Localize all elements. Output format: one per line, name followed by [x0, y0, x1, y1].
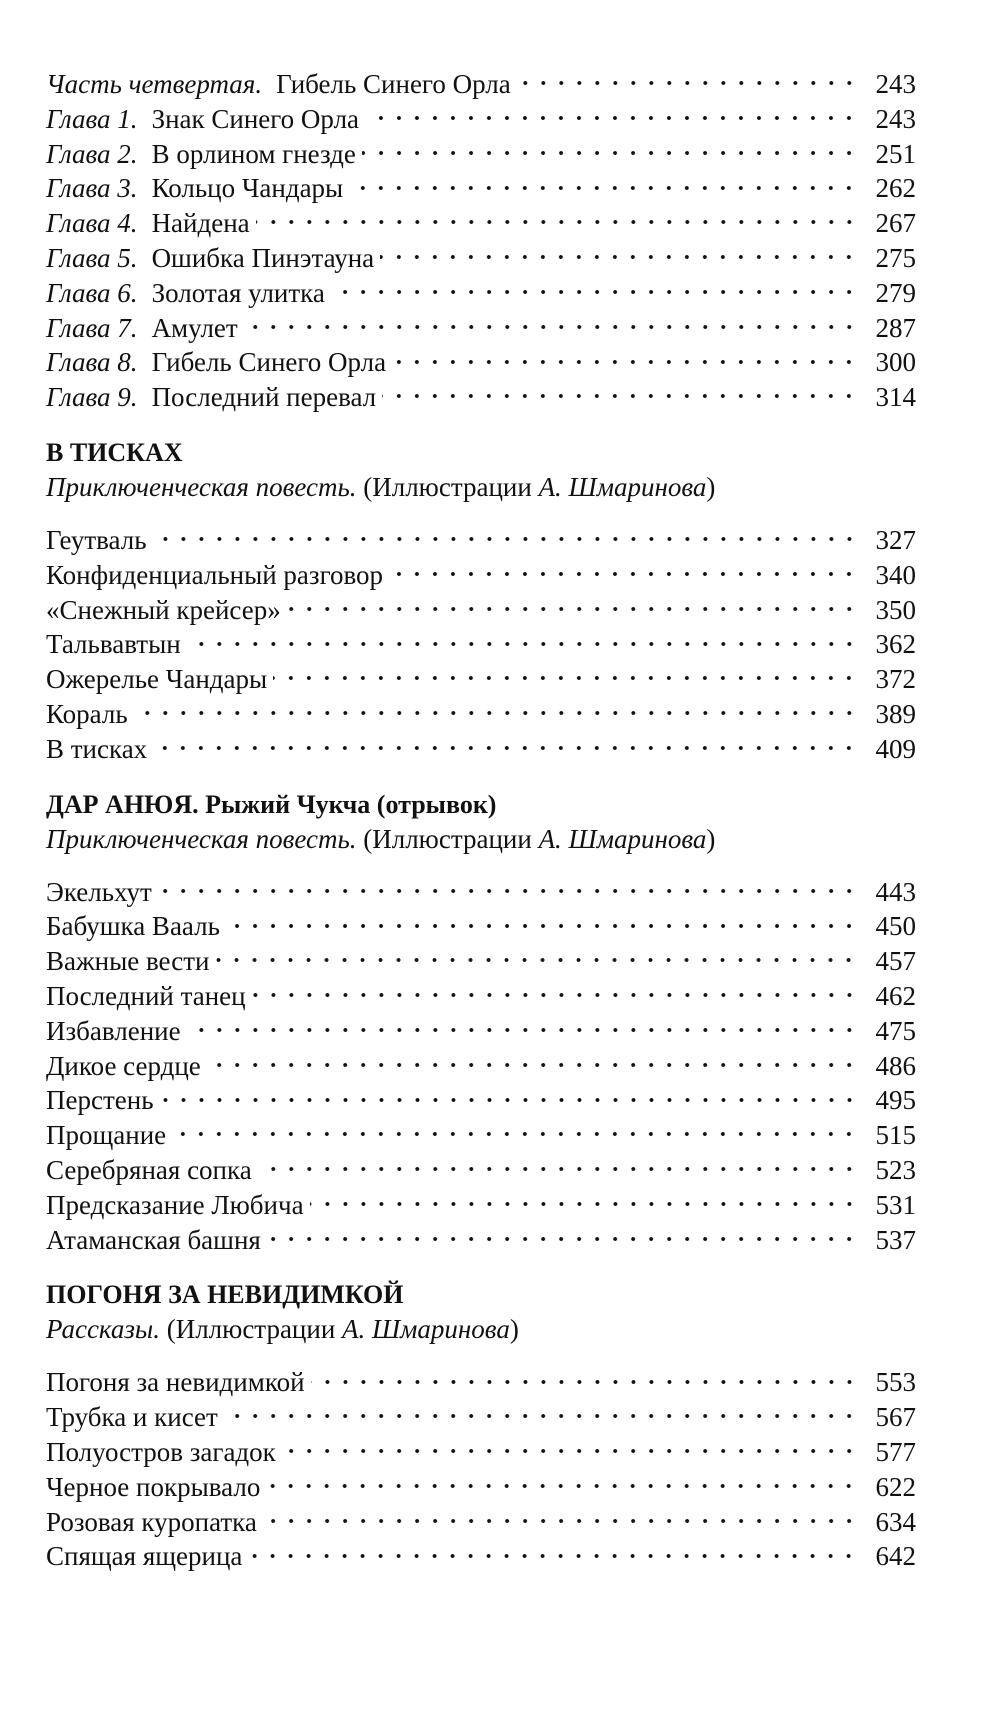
dot-leader [287, 592, 858, 619]
entry-page: 462 [875, 980, 916, 1011]
genre: Рассказы. [46, 1314, 160, 1345]
dot-leader [517, 66, 858, 93]
toc-entry[interactable] [46, 310, 916, 345]
entry-page: 523 [875, 1154, 916, 1185]
dot-leader [215, 943, 858, 970]
entry-page: 327 [875, 524, 916, 555]
entry-title: Избавление [46, 1015, 181, 1046]
entry-title: Предсказание Любича [46, 1189, 304, 1220]
paren-close: ) [706, 471, 716, 502]
section-subtitle [46, 470, 916, 504]
toc-entry[interactable] [46, 1152, 916, 1187]
entry-title: Розовая куропатка [46, 1506, 257, 1537]
entry-title: Кораль [46, 698, 128, 729]
entry-title: Амулет [151, 312, 238, 343]
entry-page: 314 [875, 382, 916, 413]
entry-title: Знак Синего Орла [151, 103, 360, 134]
entry-title: Кольцо Чандары [151, 173, 344, 204]
toc-entry[interactable] [46, 275, 916, 310]
toc-entry[interactable] [46, 101, 916, 136]
entry-title: Последний танец [46, 980, 246, 1011]
section-heading: ДАР АНЮЯ. Рыжий Чукча (отрывок) [46, 789, 497, 819]
toc-entry[interactable] [46, 522, 916, 557]
entry-page: 243 [875, 69, 916, 99]
dot-leader [267, 1222, 858, 1249]
toc-entry[interactable] [46, 205, 916, 240]
dot-leader [256, 205, 858, 232]
dot-leader [153, 731, 858, 758]
entry-title: Черное покрывало [46, 1471, 261, 1502]
entry-title: Важные вести [46, 946, 210, 977]
dot-leader [158, 874, 858, 901]
entry-page: 409 [875, 733, 916, 764]
entry-prefix: Глава 8. [46, 347, 138, 378]
dot-leader [311, 1364, 858, 1391]
entry-title: Последний перевал [151, 382, 377, 413]
entry-title: Трубка и кисет [46, 1402, 218, 1433]
dot-leader [263, 1504, 858, 1531]
toc-entry[interactable] [46, 557, 916, 592]
entry-page: 279 [875, 277, 916, 308]
dot-leader [273, 661, 858, 688]
entry-page: 622 [875, 1471, 916, 1502]
illustrations-label: (Иллюстрации [363, 823, 532, 854]
toc-entry[interactable] [46, 696, 916, 731]
toc-entry[interactable] [46, 1117, 916, 1152]
dot-leader [389, 557, 858, 584]
entry-page: 340 [875, 559, 916, 590]
section-heading: ПОГОНЯ ЗА НЕВИДИМКОЙ [46, 1280, 404, 1310]
dot-leader [224, 1399, 858, 1426]
dot-leader [153, 522, 858, 549]
toc-entry[interactable] [46, 1434, 916, 1469]
toc-entry[interactable] [46, 344, 916, 379]
entry-title: Атаманская башня [46, 1224, 261, 1255]
dot-leader [266, 1469, 858, 1496]
entry-title: Погоня за невидимкой [46, 1367, 305, 1398]
toc-entry[interactable] [46, 592, 916, 627]
toc-entry[interactable] [46, 1013, 916, 1048]
genre: Приключенческая повесть. [46, 823, 357, 854]
toc-entry[interactable] [46, 379, 916, 414]
toc-entry[interactable] [46, 240, 916, 275]
entry-page: 372 [875, 664, 916, 695]
toc-entry[interactable] [46, 1222, 916, 1257]
dot-leader [310, 1187, 858, 1214]
entry-prefix: Глава 4. [46, 208, 138, 239]
entry-page: 634 [875, 1506, 916, 1537]
dot-leader [382, 379, 858, 406]
entry-page: 475 [875, 1015, 916, 1046]
entry-page: 642 [875, 1541, 916, 1572]
toc-entry[interactable] [46, 1399, 916, 1434]
entry-title: Найдена [151, 208, 250, 239]
table-of-contents [46, 66, 916, 1573]
entry-page: 495 [875, 1085, 916, 1116]
entry-title: Бабушка Вааль [46, 911, 220, 942]
entry-prefix: Глава 9. [46, 382, 138, 413]
dot-leader [134, 696, 858, 723]
toc-entry[interactable] [46, 1504, 916, 1539]
section-pogonya [46, 1278, 916, 1573]
section-subtitle [46, 822, 916, 856]
entry-page: 450 [875, 911, 916, 942]
entry-page: 567 [875, 1402, 916, 1433]
dot-leader [252, 978, 858, 1005]
entry-page: 275 [875, 242, 916, 273]
entry-page: 443 [875, 876, 916, 907]
entry-page: 389 [875, 698, 916, 729]
dot-leader [248, 1538, 858, 1565]
toc-entry[interactable] [46, 731, 916, 766]
paren-close: ) [706, 823, 716, 854]
toc-entry[interactable] [46, 1364, 916, 1399]
entry-prefix: Глава 5. [46, 242, 138, 273]
toc-entry[interactable] [46, 978, 916, 1013]
dot-leader [349, 170, 858, 197]
entry-title: В тисках [46, 733, 148, 764]
entry-page: 267 [875, 208, 916, 239]
dot-leader [331, 275, 858, 302]
entry-prefix: Глава 6. [46, 277, 138, 308]
dot-leader [392, 344, 858, 371]
entry-title: Гибель Синего Орла [151, 347, 387, 378]
toc-entry[interactable] [46, 626, 916, 661]
entry-page: 457 [875, 946, 916, 977]
entry-page: 300 [875, 347, 916, 378]
entry-title: Дикое сердце [46, 1050, 201, 1081]
entry-title: Тальвавтын [46, 629, 181, 660]
entry-title: Ошибка Пинэтауна [151, 242, 375, 273]
entry-title: Гибель Синего Орла [276, 69, 511, 99]
toc-entry[interactable] [46, 661, 916, 696]
toc-entry[interactable] [46, 136, 916, 171]
dot-leader [172, 1117, 858, 1144]
section-v-tiskah [46, 436, 916, 766]
entry-title: Прощание [46, 1120, 167, 1151]
toc-entry[interactable] [46, 1187, 916, 1222]
toc-entry[interactable] [46, 1469, 916, 1504]
dot-leader [207, 1048, 858, 1075]
dot-leader [362, 136, 858, 163]
illustrations-label: (Иллюстрации [166, 1314, 336, 1345]
entry-prefix: Глава 1. [46, 103, 138, 134]
entry-page: 553 [875, 1367, 916, 1398]
section-heading: В ТИСКАХ [46, 437, 183, 467]
entry-prefix: Часть четвертая. [46, 69, 263, 99]
dot-leader [380, 240, 858, 267]
illustrator: А. Шмаринова [538, 823, 707, 854]
entry-title: Полуостров загадок [46, 1436, 276, 1467]
dot-leader [160, 1082, 858, 1109]
entry-title: Экельхут [46, 876, 152, 907]
dot-leader [258, 1152, 858, 1179]
dot-leader [244, 310, 858, 337]
entry-page: 350 [875, 594, 916, 625]
entry-title: Конфиденциальный разговор [46, 559, 384, 590]
entry-title: Серебряная сопка [46, 1154, 252, 1185]
toc-entry[interactable] [46, 908, 916, 943]
section-subtitle [46, 1312, 916, 1346]
entry-title: Перстень [46, 1085, 154, 1116]
entry-page: 537 [875, 1224, 916, 1255]
entry-page: 287 [875, 312, 916, 343]
illustrator: А. Шмаринова [538, 471, 707, 502]
genre: Приключенческая повесть. [46, 471, 357, 502]
toc-entry[interactable] [46, 170, 916, 205]
entry-prefix: Глава 2. [46, 138, 138, 169]
dot-leader [187, 626, 858, 653]
illustrations-label: (Иллюстрации [363, 471, 532, 502]
dot-leader [187, 1013, 858, 1040]
entry-title: Золотая улитка [151, 277, 325, 308]
entry-page: 262 [875, 173, 916, 204]
toc-entry[interactable] [46, 66, 916, 101]
entry-title: Геутваль [46, 524, 147, 555]
toc-entry[interactable] [46, 874, 916, 909]
entry-title: В орлином гнезде [151, 138, 356, 169]
entry-page: 486 [875, 1050, 916, 1081]
entry-page: 515 [875, 1120, 916, 1151]
toc-entry[interactable] [46, 943, 916, 978]
toc-entry[interactable] [46, 1538, 916, 1573]
dot-leader [226, 908, 858, 935]
entry-page: 531 [875, 1189, 916, 1220]
paren-close: ) [509, 1314, 519, 1345]
entry-page: 577 [875, 1436, 916, 1467]
entry-title: Спящая ящерица [46, 1541, 243, 1572]
toc-entry[interactable] [46, 1048, 916, 1083]
entry-page: 243 [875, 103, 916, 134]
toc-entry[interactable] [46, 1082, 916, 1117]
part-four-list [46, 66, 916, 414]
entry-prefix: Глава 7. [46, 312, 138, 343]
dot-leader [282, 1434, 858, 1461]
dot-leader [365, 101, 858, 128]
entry-title: Ожерелье Чандары [46, 664, 268, 695]
entry-title: «Снежный крейсер» [46, 594, 281, 625]
entry-page: 251 [875, 138, 916, 169]
illustrator: А. Шмаринова [342, 1314, 510, 1345]
entry-prefix: Глава 3. [46, 173, 138, 204]
section-dar-anyuya [46, 788, 916, 1257]
entry-page: 362 [875, 629, 916, 660]
